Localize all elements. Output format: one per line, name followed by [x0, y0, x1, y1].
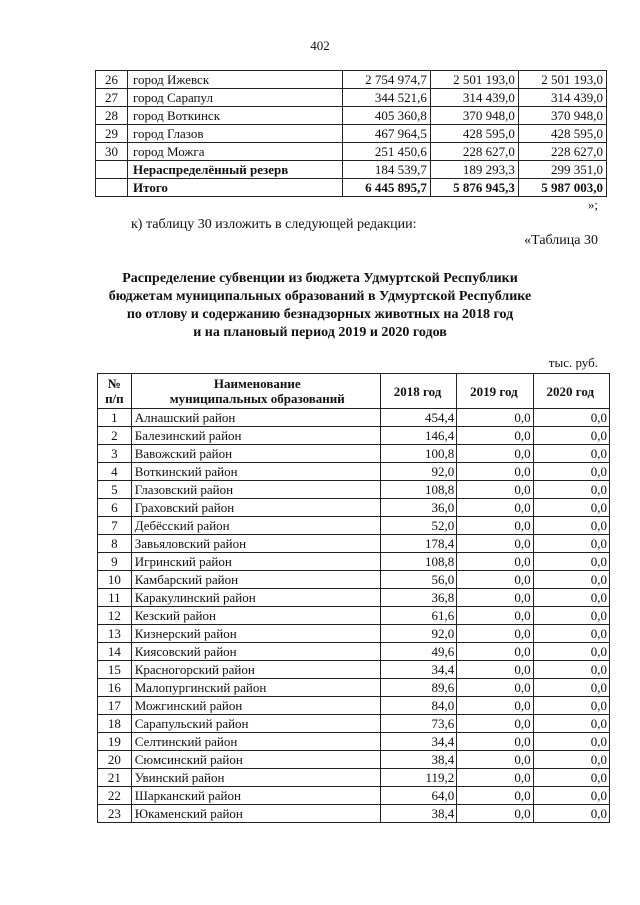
value-2019: 0,0: [457, 679, 533, 697]
value-2019: 2 501 193,0: [430, 71, 518, 89]
row-number: 30: [96, 143, 128, 161]
row-number: 8: [98, 535, 132, 553]
table-row: [98, 607, 610, 625]
table-row: [98, 427, 610, 445]
table-row: [96, 71, 607, 89]
row-number: 11: [98, 589, 132, 607]
value-2020: 0,0: [533, 589, 609, 607]
table-row: [96, 125, 607, 143]
table-row: [98, 535, 610, 553]
row-number: 16: [98, 679, 132, 697]
table-row: [98, 409, 610, 427]
value-2018: 146,4: [380, 427, 456, 445]
title-line: по отлову и содержанию безнадзорных животных на 2018 год: [126, 307, 514, 322]
row-number: 5: [98, 481, 132, 499]
value-2019: 189 293,3: [430, 161, 518, 179]
row-number: 21: [98, 769, 132, 787]
row-number: 7: [98, 517, 132, 535]
table-row: [98, 769, 610, 787]
value-2020: 0,0: [533, 427, 609, 445]
municipality-name: Кизнерский район: [131, 625, 380, 643]
value-2018: 108,8: [380, 481, 456, 499]
value-2019: 0,0: [457, 607, 533, 625]
row-number: 3: [98, 445, 132, 463]
value-2020: 0,0: [533, 625, 609, 643]
municipality-name: город Сарапул: [128, 89, 343, 107]
value-2019: 0,0: [457, 481, 533, 499]
value-2019: 0,0: [457, 805, 533, 823]
header-2019: 2019 год: [457, 374, 533, 409]
subvention-table-header: [98, 374, 610, 409]
municipality-name: Юкаменский район: [131, 805, 380, 823]
municipality-name: город Можга: [128, 143, 343, 161]
row-number: 28: [96, 107, 128, 125]
municipality-name: Камбарский район: [131, 571, 380, 589]
value-2019: 0,0: [457, 733, 533, 751]
row-number: 20: [98, 751, 132, 769]
value-2018: 61,6: [380, 607, 456, 625]
value-2019: 228 627,0: [430, 143, 518, 161]
subvention-table: [97, 373, 610, 823]
municipality-name: Красногорский район: [131, 661, 380, 679]
header-row: [98, 374, 610, 409]
header-name-line1: Наименование: [213, 376, 301, 391]
value-2020: 428 595,0: [518, 125, 606, 143]
value-2018: 454,4: [380, 409, 456, 427]
title-line: бюджетам муниципальных образований в Удмуртской Республике: [108, 289, 532, 304]
table-row: [98, 787, 610, 805]
municipality-name: Сюмсинский район: [131, 751, 380, 769]
value-2019: 0,0: [457, 643, 533, 661]
value-2020: 0,0: [533, 463, 609, 481]
value-2019: 0,0: [457, 661, 533, 679]
value-2020: 2 501 193,0: [518, 71, 606, 89]
table-row: [98, 499, 610, 517]
row-number: 29: [96, 125, 128, 143]
municipality-name: Малопургинский район: [131, 679, 380, 697]
value-2018: 49,6: [380, 643, 456, 661]
row-number: 13: [98, 625, 132, 643]
closing-quote: »;: [587, 197, 598, 212]
value-2019: 0,0: [457, 769, 533, 787]
header-number-line2: п/п: [105, 391, 124, 406]
table-row: [98, 445, 610, 463]
value-2018: 6 445 895,7: [342, 179, 430, 197]
value-2018: 2 754 974,7: [342, 71, 430, 89]
row-number: 26: [96, 71, 128, 89]
row-number: 14: [98, 643, 132, 661]
value-2018: 34,4: [380, 733, 456, 751]
value-2018: 467 964,5: [342, 125, 430, 143]
municipality-name: Увинский район: [131, 769, 380, 787]
row-number: 2: [98, 427, 132, 445]
value-2019: 314 439,0: [430, 89, 518, 107]
value-2018: 119,2: [380, 769, 456, 787]
header-2018: 2018 год: [380, 374, 456, 409]
table-row: [98, 481, 610, 499]
table-row: [98, 661, 610, 679]
row-number: 22: [98, 787, 132, 805]
value-2019: 0,0: [457, 751, 533, 769]
value-2018: 344 521,6: [342, 89, 430, 107]
table-row: [96, 161, 607, 179]
row-number: 4: [98, 463, 132, 481]
subvention-table-body: [98, 409, 610, 823]
title-line: и на плановый период 2019 и 2020 годов: [193, 325, 447, 340]
municipality-name: Граховский район: [131, 499, 380, 517]
table-row: [98, 553, 610, 571]
value-2020: 314 439,0: [518, 89, 606, 107]
row-number: 19: [98, 733, 132, 751]
table-row: [98, 589, 610, 607]
table-row: [98, 463, 610, 481]
value-2020: 0,0: [533, 751, 609, 769]
value-2019: 0,0: [457, 625, 533, 643]
municipality-name: Каракулинский район: [131, 589, 380, 607]
value-2018: 100,8: [380, 445, 456, 463]
municipality-name: город Ижевск: [128, 71, 343, 89]
row-number: 17: [98, 697, 132, 715]
value-2018: 405 360,8: [342, 107, 430, 125]
continued-table: [95, 70, 607, 197]
value-2018: 34,4: [380, 661, 456, 679]
value-2018: 108,8: [380, 553, 456, 571]
value-2020: 0,0: [533, 733, 609, 751]
value-2020: 228 627,0: [518, 143, 606, 161]
table-row: [96, 143, 607, 161]
table-row: [98, 625, 610, 643]
value-2019: 0,0: [457, 697, 533, 715]
value-2019: 370 948,0: [430, 107, 518, 125]
value-2020: 0,0: [533, 517, 609, 535]
value-2019: 0,0: [457, 517, 533, 535]
municipality-name: Воткинский район: [131, 463, 380, 481]
table-row: [96, 107, 607, 125]
table-row: [98, 751, 610, 769]
municipality-name: город Глазов: [128, 125, 343, 143]
municipality-name: Завьяловский район: [131, 535, 380, 553]
value-2019: 428 595,0: [430, 125, 518, 143]
value-2020: 0,0: [533, 571, 609, 589]
value-2020: 0,0: [533, 679, 609, 697]
municipality-name: Можгинский район: [131, 697, 380, 715]
row-number: 27: [96, 89, 128, 107]
header-2020: 2020 год: [533, 374, 609, 409]
municipality-name: Игринский район: [131, 553, 380, 571]
table-label: «Таблица 30: [524, 233, 598, 248]
header-number: [98, 374, 132, 409]
value-2018: 89,6: [380, 679, 456, 697]
value-2018: 56,0: [380, 571, 456, 589]
header-name: [131, 374, 380, 409]
header-number-line1: №: [107, 376, 121, 391]
value-2018: 251 450,6: [342, 143, 430, 161]
value-2019: 0,0: [457, 463, 533, 481]
value-2018: 38,4: [380, 751, 456, 769]
value-2018: 92,0: [380, 463, 456, 481]
value-2019: 0,0: [457, 589, 533, 607]
table-title: [0, 270, 640, 342]
value-2019: 0,0: [457, 445, 533, 463]
municipality-name: Нераспределённый резерв: [128, 161, 343, 179]
municipality-name: Киясовский район: [131, 643, 380, 661]
row-number: 1: [98, 409, 132, 427]
value-2019: 0,0: [457, 715, 533, 733]
value-2020: 0,0: [533, 769, 609, 787]
table-row: [98, 805, 610, 823]
row-number: [96, 161, 128, 179]
value-2019: 0,0: [457, 409, 533, 427]
header-name-line2: муниципальных образований: [169, 391, 345, 406]
table-row: [98, 679, 610, 697]
municipality-name: город Воткинск: [128, 107, 343, 125]
municipality-name: Дебёсский район: [131, 517, 380, 535]
value-2020: 0,0: [533, 409, 609, 427]
value-2020: 370 948,0: [518, 107, 606, 125]
value-2018: 38,4: [380, 805, 456, 823]
municipality-name: Шарканский район: [131, 787, 380, 805]
value-2018: 92,0: [380, 625, 456, 643]
row-number: 9: [98, 553, 132, 571]
value-2019: 0,0: [457, 787, 533, 805]
value-2019: 0,0: [457, 553, 533, 571]
value-2018: 73,6: [380, 715, 456, 733]
value-2019: 5 876 945,3: [430, 179, 518, 197]
value-2019: 0,0: [457, 499, 533, 517]
instruction-text: к) таблицу 30 изложить в следующей редакции:: [131, 217, 417, 232]
table-row: [98, 643, 610, 661]
value-2020: 0,0: [533, 445, 609, 463]
value-2020: 0,0: [533, 661, 609, 679]
row-number: 6: [98, 499, 132, 517]
value-2019: 0,0: [457, 535, 533, 553]
page-number: 402: [310, 38, 330, 53]
table-row: [96, 179, 607, 197]
value-2018: 36,0: [380, 499, 456, 517]
value-2018: 36,8: [380, 589, 456, 607]
value-2018: 64,0: [380, 787, 456, 805]
value-2020: 0,0: [533, 643, 609, 661]
municipality-name: Итого: [128, 179, 343, 197]
value-2020: 0,0: [533, 535, 609, 553]
row-number: [96, 179, 128, 197]
value-2020: 299 351,0: [518, 161, 606, 179]
row-number: 18: [98, 715, 132, 733]
continued-table-body: [96, 71, 607, 197]
value-2020: 0,0: [533, 787, 609, 805]
table-row: [98, 571, 610, 589]
table-row: [98, 517, 610, 535]
municipality-name: Алнашский район: [131, 409, 380, 427]
row-number: 12: [98, 607, 132, 625]
table-row: [98, 697, 610, 715]
value-2019: 0,0: [457, 427, 533, 445]
value-2018: 84,0: [380, 697, 456, 715]
row-number: 23: [98, 805, 132, 823]
units-label: тыс. руб.: [548, 355, 598, 370]
row-number: 10: [98, 571, 132, 589]
value-2020: 0,0: [533, 607, 609, 625]
value-2020: 0,0: [533, 481, 609, 499]
value-2018: 52,0: [380, 517, 456, 535]
municipality-name: Селтинский район: [131, 733, 380, 751]
table-row: [98, 733, 610, 751]
municipality-name: Глазовский район: [131, 481, 380, 499]
value-2020: 0,0: [533, 805, 609, 823]
value-2020: 5 987 003,0: [518, 179, 606, 197]
value-2020: 0,0: [533, 499, 609, 517]
table-row: [96, 89, 607, 107]
value-2019: 0,0: [457, 571, 533, 589]
municipality-name: Сарапульский район: [131, 715, 380, 733]
municipality-name: Вавожский район: [131, 445, 380, 463]
value-2018: 178,4: [380, 535, 456, 553]
municipality-name: Кезский район: [131, 607, 380, 625]
title-line: Распределение субвенции из бюджета Удмуртской Республики: [122, 271, 518, 286]
value-2020: 0,0: [533, 553, 609, 571]
table-row: [98, 715, 610, 733]
value-2020: 0,0: [533, 697, 609, 715]
municipality-name: Балезинский район: [131, 427, 380, 445]
value-2018: 184 539,7: [342, 161, 430, 179]
value-2020: 0,0: [533, 715, 609, 733]
row-number: 15: [98, 661, 132, 679]
